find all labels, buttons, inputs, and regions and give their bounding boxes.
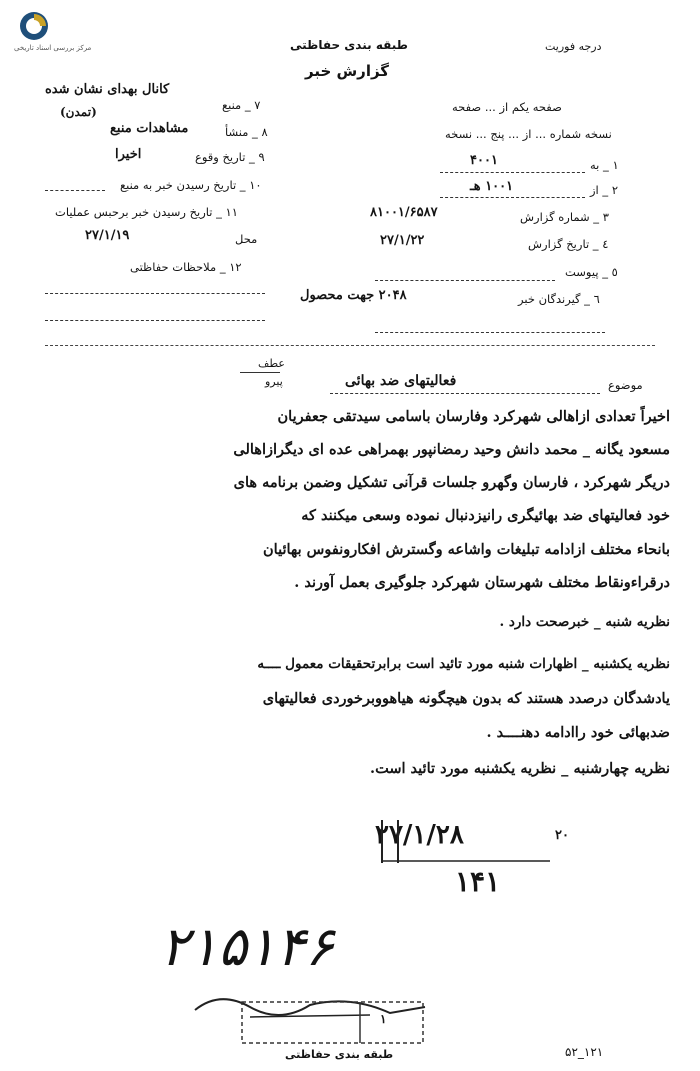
date-stamp-suffix: ۲۰ <box>555 828 569 843</box>
field-3-value: ۸۱۰۰۱/۶۵۸۷ <box>370 205 438 220</box>
date-stamp-frame <box>380 815 555 865</box>
notes-line-1 <box>45 293 265 294</box>
archive-logo-icon <box>18 10 50 42</box>
field-6-value: ۲۰۴۸ جهت محصول <box>300 288 407 303</box>
classification-bottom: طبقه بندی حفاظتی <box>285 1048 394 1061</box>
sub-number: ۱۴۱ <box>455 865 501 898</box>
atf-label: عطف <box>258 357 285 370</box>
field-8-value: مشاهدات منبع <box>110 121 189 136</box>
field-3-label: ۳ _ شماره گزارش <box>520 210 609 224</box>
body-line: خود فعالیتهای ضد بهائیگری رانیزدنبال نموده وسعی میکنند که <box>301 507 670 524</box>
body-line: یادشدگان درصدد هستند که بدون هیچگونه هیاهووبرخوردی فعالیتهای <box>262 690 670 707</box>
field-1-line <box>440 172 585 173</box>
body-line: نظریه چهارشنبه _ نظریه یکشنبه مورد تائید است. <box>370 760 670 777</box>
peiro-label: پیرو <box>265 375 283 388</box>
field-11-place-label: محل <box>235 232 258 246</box>
archive-name: مرکز بررسی اسناد تاریخی <box>14 44 92 52</box>
field-5-line <box>375 280 555 281</box>
field-7-value: کانال بهدای نشان شده <box>45 82 170 97</box>
stamp-initial: ۱ <box>380 1012 387 1026</box>
field-11-label: ۱۱ _ تاریخ رسیدن خبر برحبس عملیات <box>55 205 238 219</box>
subject-value: فعالیتهای ضد بهائی <box>345 373 457 389</box>
field-2-label: ۲ _ از <box>590 183 618 197</box>
date-stamp: ۲۷/۱/۲۸ <box>375 820 464 850</box>
field-7-label: ۷ _ منبع <box>222 98 261 112</box>
field-1-value: ۴۰۰۱ <box>470 153 498 168</box>
subject-line <box>330 393 600 394</box>
classification-top: طبقه بندی حفاظتی <box>290 38 408 52</box>
page-label: صفحه یکم از ... صفحه <box>452 100 562 114</box>
form-code: ۵۲_۱۲۱ <box>565 1045 604 1059</box>
field-10-line <box>45 190 105 191</box>
field-2-value: ۱۰۰۱ هـ <box>470 179 514 194</box>
field-8-label: ۸ _ منشأ <box>225 125 268 139</box>
field-9-label: ۹ _ تاریخ وقوع <box>195 150 265 164</box>
field-11-value: ۲۷/۱/۱۹ <box>85 228 130 243</box>
field-4-value: ۲۷/۱/۲۲ <box>380 233 425 248</box>
subject-label: موضوع <box>608 378 643 392</box>
field-7-value-2: (تمدن) <box>60 105 97 119</box>
field-1-label: ۱ _ به <box>590 158 619 172</box>
body-line: نظریه شنبه _ خبرصحت دارد . <box>499 614 670 630</box>
field-5-label: ٥ _ پیوست <box>565 265 618 279</box>
field-12-label: ۱۲ _ ملاحظات حفاظتی <box>130 260 242 274</box>
field-4-label: ٤ _ تاریخ گزارش <box>528 237 609 251</box>
body-line: ضدبهائی خود راادامه دهنــــد . <box>486 724 670 741</box>
bottom-stamp-box <box>240 1000 425 1045</box>
field-6-line <box>375 332 605 333</box>
field-6-label: ٦ _ گیرندگان خبر <box>518 292 600 306</box>
body-line: نظریه یکشنبه _ اظهارات شنبه مورد تائید است برابرتحقیقات معمول ــــه <box>257 656 670 672</box>
priority-label: درجه فوریت <box>545 40 602 53</box>
field-9-value: اخیرا <box>115 147 142 162</box>
field-2-line <box>440 197 585 198</box>
handwritten-number: ۲۱۵۱۴۶ <box>160 915 335 978</box>
notes-line-2 <box>45 320 265 321</box>
body-line: اخیراً تعدادی ازاهالی شهرکرد وفارسان باسامی سیدتقی جعفریان <box>277 408 670 425</box>
body-line: درقراءونقاط مختلف شهرستان شهرکرد جلوگیری بعمل آورند . <box>294 574 670 591</box>
field-10-label: ۱۰ _ تاریخ رسیدن خبر به منبع <box>120 178 262 192</box>
body-line: مسعود یگانه _ محمد دانش وحید رمضانپور بهمراهی عده ای دیگرازاهالی <box>233 441 670 458</box>
report-title: گزارش خبر <box>305 62 390 80</box>
body-line: بانحاء مختلف ازادامه تبلیغات واشاعه وگسترش افکارونفوس بهائیان <box>263 541 670 558</box>
body-line: دریگر شهرکرد ، فارسان وگهرو جلسات قرآنی تشکیل وضمن برنامه های <box>233 474 670 491</box>
atf-line <box>240 372 280 373</box>
copy-label: نسخه شماره ... از ... پنج ... نسخه <box>445 127 612 141</box>
section-divider <box>45 345 655 346</box>
